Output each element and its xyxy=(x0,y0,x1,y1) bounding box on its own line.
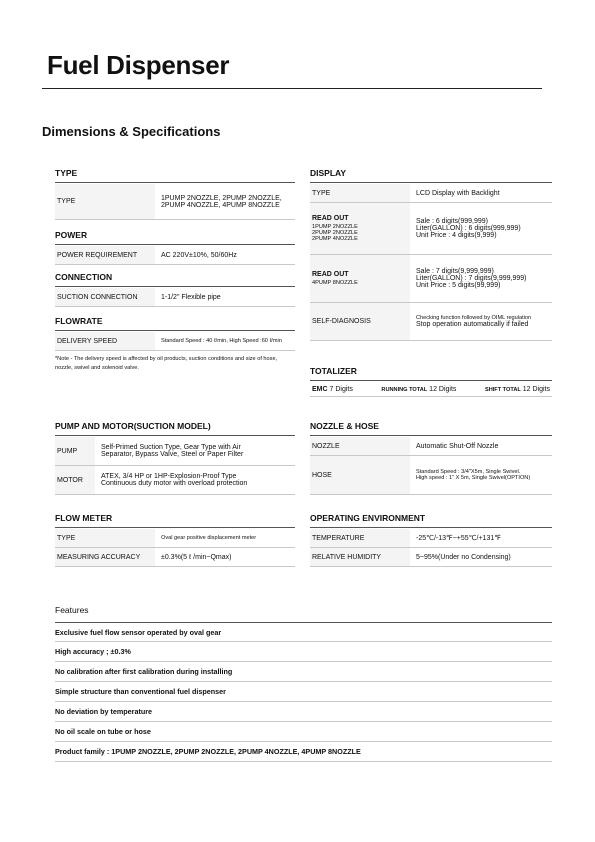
value-line: Separator, Bypass Valve, Steel or Paper Filter xyxy=(101,451,244,458)
table-row xyxy=(55,437,295,466)
nozzle-hose-heading: NOZZLE & HOSE xyxy=(310,421,552,436)
running-total-label: RUNNING TOTAL xyxy=(381,387,428,393)
table-row xyxy=(55,548,295,567)
readout-label: READ OUT xyxy=(312,215,349,222)
feature-item: No calibration after first calibration during installing xyxy=(55,662,552,682)
emc-value: 7 Digits xyxy=(329,386,353,393)
readout-sub: 2PUMP 2NOZZLE xyxy=(312,230,358,236)
shift-total-item xyxy=(485,386,550,393)
row-value: ±0.3%(5 ℓ /min~Qmax) xyxy=(161,553,232,561)
feature-item: No oil scale on tube or hose xyxy=(55,722,552,742)
row-value: 5~95%(Under no Condensing) xyxy=(416,553,511,561)
readout-label: READ OUT xyxy=(312,271,349,278)
value-line: Checking function followed by OIML regulation xyxy=(416,315,532,321)
section-subtitle: Dimensions & Specifications xyxy=(42,124,221,139)
row-label: SELF-DIAGNOSIS xyxy=(310,303,410,340)
display-heading: DISPLAY xyxy=(310,168,552,183)
table-row xyxy=(310,437,552,456)
row-label xyxy=(310,203,410,254)
totalizer-row xyxy=(310,386,552,397)
row-value xyxy=(410,303,531,340)
value-line: Unit Price : 4 digits(9,999) xyxy=(416,232,497,239)
row-label: NOZZLE xyxy=(310,437,410,455)
feature-item: Product family : 1PUMP 2NOZZLE, 2PUMP 2NOZZLE, 2PUMP 4NOZZLE, 4PUMP 8NOZZLE xyxy=(55,742,552,762)
row-label: DELIVERY SPEED xyxy=(55,332,155,350)
pump-motor-heading: PUMP AND MOTOR(SUCTION MODEL) xyxy=(55,421,295,436)
display-table xyxy=(310,184,552,341)
table-row xyxy=(310,255,552,303)
value-line: Self-Primed Suction Type, Gear Type with Air xyxy=(101,444,241,451)
shift-total-label: SHIFT TOTAL xyxy=(484,387,521,393)
running-total-item xyxy=(381,386,456,393)
table-row xyxy=(310,184,552,203)
environment-heading: OPERATING ENVIRONMENT xyxy=(310,513,552,528)
flowrate-heading: FLOWRATE xyxy=(55,316,295,331)
row-value xyxy=(95,437,243,465)
table-row xyxy=(310,303,552,341)
emc-item xyxy=(312,386,353,393)
row-label: MEASURING ACCURACY xyxy=(55,548,155,566)
value-line: 2PUMP 4NOZZLE, 4PUMP 8NOZZLE xyxy=(161,201,280,209)
value-line: ATEX, 3/4 HP or 1HP-Explosion-Proof Type xyxy=(101,473,237,480)
value-line: Unit Price : 5 digits(99,999) xyxy=(416,282,501,289)
row-label: TYPE xyxy=(310,184,410,202)
emc-label: EMC xyxy=(312,386,328,393)
footnote: *Note - The delivery speed is affected by oil products, suction conditions and size of hose, nozzle, swivel and solenoid valve. xyxy=(55,356,278,371)
row-value xyxy=(95,466,247,494)
power-table xyxy=(55,246,295,265)
row-value: LCD Display with Backlight xyxy=(416,189,500,197)
row-label: HOSE xyxy=(310,456,410,494)
table-row xyxy=(55,529,295,548)
row-value: 1-1/2" Flexible pipe xyxy=(161,293,221,301)
value-line: Sale : 6 digits(999,999) xyxy=(416,218,488,225)
totalizer-heading: TOTALIZER xyxy=(310,366,552,381)
row-label: RELATIVE HUMIDITY xyxy=(310,548,410,566)
table-row xyxy=(55,288,295,307)
connection-table xyxy=(55,288,295,307)
value-line: Sale : 7 digits(9,999,999) xyxy=(416,268,494,275)
table-row xyxy=(310,203,552,255)
table-row xyxy=(310,529,552,548)
row-value xyxy=(410,255,527,302)
value-line: Standard Speed : 3/4"X5m, Single Swivel. xyxy=(416,469,521,475)
pump-motor-table xyxy=(55,437,295,495)
table-row xyxy=(55,466,295,495)
readout-sub: 1PUMP 2NOZZLE xyxy=(312,224,358,230)
row-value: Automatic Shut-Off Nozzle xyxy=(416,442,499,450)
row-label: MOTOR xyxy=(55,466,95,494)
value-line: High speed : 1" X 5m, Single Swivel(OPTION) xyxy=(416,475,531,481)
running-total-value: 12 Digits xyxy=(429,386,457,393)
page-title: Fuel Dispenser xyxy=(47,50,230,80)
type-table xyxy=(55,184,295,220)
value-line: Liter(GALLON) : 6 digits(999,999) xyxy=(416,225,521,232)
row-value: -25℃/-13℉~+55℃/+131℉ xyxy=(416,535,501,542)
readout-sub: 4PUMP 8NOZZLE xyxy=(312,280,358,286)
table-row xyxy=(55,246,295,265)
feature-item: No deviation by temperature xyxy=(55,702,552,722)
row-label: TYPE xyxy=(55,184,155,219)
value-line: Continuous duty motor with overload protection xyxy=(101,480,248,487)
row-value xyxy=(155,184,282,219)
row-label: POWER REQUIREMENT xyxy=(55,246,155,264)
value-line: 1PUMP 2NOZZLE, 2PUMP 2NOZZLE, xyxy=(161,194,282,202)
row-value: Standard Speed : 40 ℓ/min, High Speed :60 ℓ/min xyxy=(161,338,282,344)
value-line: Liter(GALLON) : 7 digits(9,999,999) xyxy=(416,275,527,282)
table-row xyxy=(310,548,552,567)
feature-item: Exclusive fuel flow sensor operated by oval gear xyxy=(55,622,552,642)
table-row xyxy=(310,456,552,495)
flow-meter-table xyxy=(55,529,295,567)
value-line: Stop operation automatically if failed xyxy=(416,321,529,328)
row-label: SUCTION CONNECTION xyxy=(55,288,155,306)
row-label: TYPE xyxy=(55,529,155,547)
features-list xyxy=(55,622,552,762)
row-value: AC 220V±10%, 50/60Hz xyxy=(161,251,237,259)
feature-item: Simple structure than conventional fuel dispenser xyxy=(55,682,552,702)
power-heading: POWER xyxy=(55,230,295,245)
row-label: PUMP xyxy=(55,437,95,465)
row-value: Oval gear positive displacement meter xyxy=(161,535,257,541)
title-divider xyxy=(42,88,542,89)
flowrate-table xyxy=(55,332,295,351)
row-label: TEMPERATURE xyxy=(310,529,410,547)
connection-heading: CONNECTION xyxy=(55,272,295,287)
shift-total-value: 12 Digits xyxy=(522,386,550,393)
nozzle-hose-table xyxy=(310,437,552,495)
readout-sub: 2PUMP 4NOZZLE xyxy=(312,236,358,242)
table-row xyxy=(55,332,295,351)
row-value xyxy=(410,203,521,254)
table-row xyxy=(55,184,295,220)
feature-item: High accuracy ; ±0.3% xyxy=(55,642,552,662)
features-title: Features xyxy=(55,605,89,615)
row-value xyxy=(410,456,530,494)
environment-table xyxy=(310,529,552,567)
row-label xyxy=(310,255,410,302)
flow-meter-heading: FLOW METER xyxy=(55,513,295,528)
type-heading: TYPE xyxy=(55,168,295,183)
